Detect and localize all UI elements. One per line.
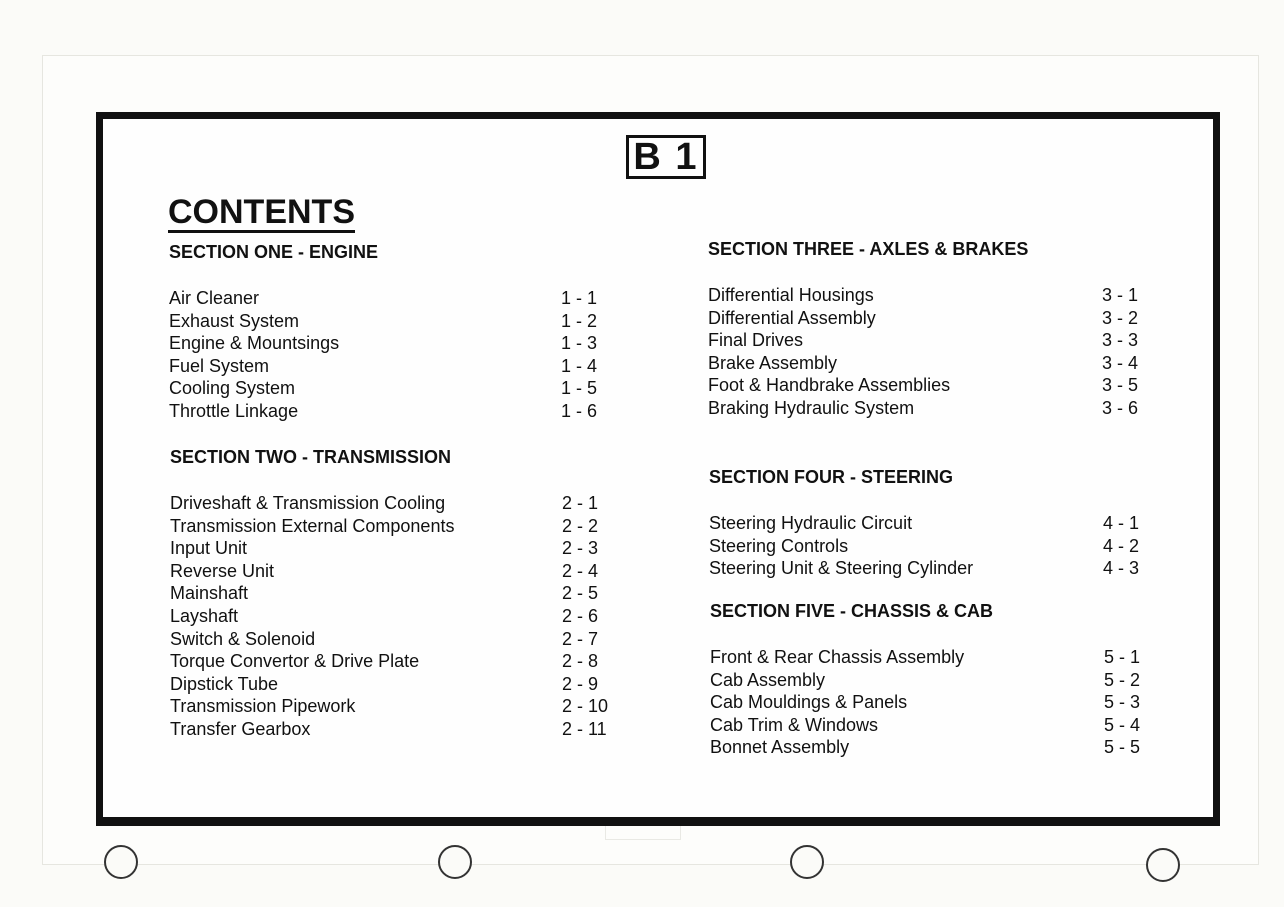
contents-entry bbox=[708, 329, 1139, 352]
section-two bbox=[170, 446, 609, 741]
entry-title: Final Drives bbox=[708, 330, 804, 351]
entry-title: Layshaft bbox=[170, 605, 239, 626]
section-three bbox=[708, 238, 1139, 420]
entry-title: Exhaust System bbox=[169, 310, 300, 331]
entry-page-number: 5 - 3 bbox=[1104, 692, 1141, 713]
entry-title: Steering Unit & Steering Cylinder bbox=[709, 558, 974, 579]
contents-entry bbox=[170, 515, 599, 538]
contents-entry bbox=[708, 284, 1139, 307]
contents-entry bbox=[169, 332, 598, 355]
entry-title: Cooling System bbox=[169, 378, 296, 399]
entry-page-number: 5 - 2 bbox=[1104, 669, 1141, 690]
entry-title: Cab Assembly bbox=[710, 669, 826, 690]
contents-entry bbox=[708, 374, 1139, 397]
entry-page-number: 5 - 4 bbox=[1104, 714, 1141, 735]
section-heading: SECTION FIVE - CHASSIS & CAB bbox=[710, 601, 994, 621]
entry-title: Brake Assembly bbox=[708, 352, 838, 373]
punch-hole bbox=[438, 845, 472, 879]
entry-page-number: 3 - 4 bbox=[1102, 352, 1139, 373]
section-heading: SECTION TWO - TRANSMISSION bbox=[170, 447, 451, 467]
entry-page-number: 1 - 4 bbox=[561, 355, 598, 376]
entry-title: Differential Assembly bbox=[708, 307, 876, 328]
entry-page-number: 1 - 2 bbox=[561, 310, 598, 331]
section-items bbox=[170, 492, 609, 741]
section-items bbox=[708, 284, 1139, 420]
section-five bbox=[710, 600, 1141, 759]
contents-entry bbox=[710, 691, 1141, 714]
section-heading: SECTION ONE - ENGINE bbox=[169, 242, 379, 262]
contents-entry bbox=[170, 560, 599, 583]
section-heading: SECTION FOUR - STEERING bbox=[709, 467, 954, 487]
entry-title: Dipstick Tube bbox=[170, 673, 279, 694]
punch-hole bbox=[790, 845, 824, 879]
entry-title: Cab Trim & Windows bbox=[710, 714, 879, 735]
entry-page-number: 5 - 5 bbox=[1104, 737, 1141, 758]
contents-entry bbox=[170, 695, 609, 718]
entry-page-number: 2 - 3 bbox=[562, 538, 599, 559]
entry-page-number: 2 - 1 bbox=[562, 493, 599, 513]
contents-entry bbox=[170, 673, 599, 696]
punch-hole bbox=[104, 845, 138, 879]
contents-entry bbox=[170, 605, 599, 628]
entry-title: Engine & Mountsings bbox=[169, 333, 340, 354]
contents-entry bbox=[709, 557, 1140, 580]
section-four bbox=[709, 466, 1140, 580]
entry-page-number: 2 - 9 bbox=[562, 673, 599, 694]
contents-entry bbox=[169, 377, 598, 400]
entry-page-number: 2 - 11 bbox=[562, 718, 607, 739]
page-title: CONTENTS bbox=[168, 193, 355, 231]
entry-page-number: 4 - 2 bbox=[1103, 535, 1140, 556]
section-badge: B 1 bbox=[626, 135, 706, 179]
section-items bbox=[169, 287, 598, 423]
entry-title: Transfer Gearbox bbox=[170, 718, 311, 739]
entry-title: Foot & Handbrake Assemblies bbox=[708, 375, 951, 396]
contents-entry bbox=[169, 287, 598, 310]
entry-title: Air Cleaner bbox=[169, 288, 260, 308]
entry-title: Steering Hydraulic Circuit bbox=[709, 513, 913, 533]
section-heading: SECTION THREE - AXLES & BRAKES bbox=[708, 239, 1029, 259]
contents-entry bbox=[710, 736, 1141, 759]
entry-page-number: 3 - 1 bbox=[1102, 285, 1139, 305]
entry-title: Differential Housings bbox=[708, 285, 874, 305]
contents-entry bbox=[170, 582, 599, 605]
contents-entry bbox=[708, 307, 1139, 330]
entry-page-number: 2 - 8 bbox=[562, 651, 599, 672]
entry-page-number: 3 - 6 bbox=[1102, 397, 1139, 418]
entry-title: Mainshaft bbox=[170, 583, 249, 604]
punch-hole bbox=[1146, 848, 1180, 882]
entry-page-number: 2 - 2 bbox=[562, 515, 599, 536]
contents-entry bbox=[170, 628, 599, 651]
entry-page-number: 5 - 1 bbox=[1104, 647, 1141, 667]
entry-title: Switch & Solenoid bbox=[170, 628, 316, 649]
entry-title: Braking Hydraulic System bbox=[708, 397, 915, 418]
contents-entry bbox=[170, 650, 599, 673]
entry-page-number: 1 - 5 bbox=[561, 378, 598, 399]
entry-page-number: 3 - 3 bbox=[1102, 330, 1139, 351]
contents-entry bbox=[708, 352, 1139, 375]
contents-entry bbox=[710, 714, 1141, 737]
entry-title: Cab Mouldings & Panels bbox=[710, 692, 908, 713]
contents-entry bbox=[169, 310, 598, 333]
entry-page-number: 4 - 3 bbox=[1103, 558, 1140, 579]
contents-entry bbox=[169, 400, 598, 423]
entry-page-number: 1 - 3 bbox=[561, 333, 598, 354]
entry-page-number: 1 - 6 bbox=[561, 400, 598, 421]
entry-title: Bonnet Assembly bbox=[710, 737, 850, 758]
entry-title: Driveshaft & Transmission Cooling bbox=[170, 493, 446, 513]
entry-title: Transmission External Components bbox=[170, 515, 455, 536]
entry-title: Fuel System bbox=[169, 355, 270, 376]
entry-title: Reverse Unit bbox=[170, 560, 275, 581]
section-items bbox=[709, 512, 1140, 580]
entry-page-number: 2 - 10 bbox=[562, 696, 609, 717]
contents-entry bbox=[170, 537, 599, 560]
entry-page-number: 2 - 7 bbox=[562, 628, 599, 649]
entry-page-number: 2 - 6 bbox=[562, 605, 599, 626]
entry-title: Front & Rear Chassis Assembly bbox=[710, 647, 965, 667]
contents-entry bbox=[170, 492, 599, 515]
entry-title: Torque Convertor & Drive Plate bbox=[170, 651, 420, 672]
section-one bbox=[169, 241, 598, 423]
entry-page-number: 2 - 5 bbox=[562, 583, 599, 604]
contents-entry bbox=[710, 646, 1141, 669]
contents-entry bbox=[708, 397, 1139, 420]
entry-page-number: 1 - 1 bbox=[561, 288, 598, 308]
entry-page-number: 4 - 1 bbox=[1103, 513, 1140, 533]
contents-entry bbox=[709, 512, 1140, 535]
contents-entry bbox=[170, 718, 607, 741]
section-items bbox=[710, 646, 1141, 759]
entry-page-number: 3 - 5 bbox=[1102, 375, 1139, 396]
entry-title: Throttle Linkage bbox=[169, 400, 299, 421]
contents-entry bbox=[169, 355, 598, 378]
entry-page-number: 2 - 4 bbox=[562, 560, 599, 581]
entry-title: Transmission Pipework bbox=[170, 696, 356, 717]
entry-page-number: 3 - 2 bbox=[1102, 307, 1139, 328]
entry-title: Input Unit bbox=[170, 538, 248, 559]
contents-entry bbox=[710, 669, 1141, 692]
contents-entry bbox=[709, 535, 1140, 558]
entry-title: Steering Controls bbox=[709, 535, 849, 556]
